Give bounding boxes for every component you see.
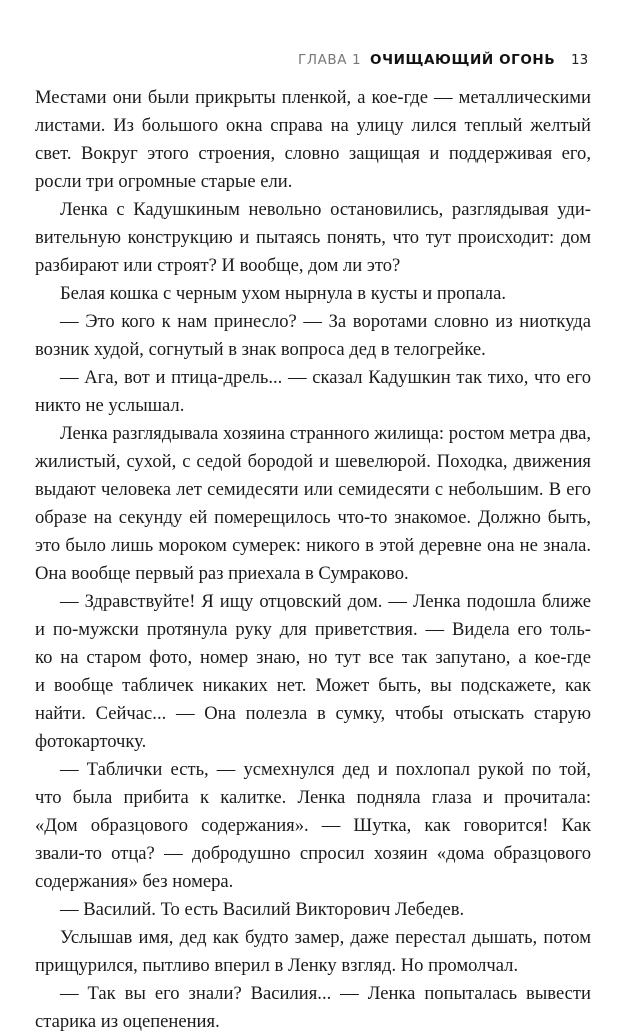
text-line: и по-мужски протянула руку для приветствия. — Видела его толь-: [35, 619, 591, 640]
text-line: возник худой, согнутый в знак вопроса дед в телогрейке.: [35, 339, 486, 360]
text-line: — Василий. То есть Василий Викторович Лебедев.: [60, 899, 465, 920]
text-line: — Это кого к нам принесло? — За воротами словно из ниоткуда: [60, 311, 591, 332]
text-line: что была прибита к калитке. Ленка подняла глаза и прочитала:: [35, 787, 591, 808]
text-line: жилистый, сухой, с седой бородой и шевелюрой. Походка, движения: [35, 451, 591, 472]
text-line: образе на секунду ей померещилось что-то знакомое. Должно быть,: [35, 507, 591, 528]
text-line: — Так вы его знали? Василия... — Ленка попыталась вывести: [60, 983, 591, 1004]
text-line: ко на старом фото, номер знаю, но тут все так запутано, а кое-где: [35, 647, 591, 668]
text-line: фотокарточку.: [35, 731, 147, 752]
text-line: и вообще табличек никаких нет. Может быть, вы подскажете, как: [35, 675, 591, 696]
text-line: звали-то отца? — добродушно спросил хозяин «дома образцового: [35, 843, 591, 864]
text-line: листами. Из большого окна справа на улицу лился теплый желтый: [35, 115, 591, 136]
chapter-label: ГЛАВА 1: [298, 52, 362, 68]
text-line: Услышав имя, дед как будто замер, даже перестал дышать, потом: [60, 927, 591, 948]
running-head: [0, 50, 626, 72]
text-line: вительную конструкцию и пытаясь понять, что тут происходит: дом: [35, 227, 591, 248]
text-line: содержания» без номера.: [35, 871, 234, 892]
text-line: Белая кошка с черным ухом нырнула в кусты и пропала.: [60, 283, 506, 304]
text-line: прищурился, пытливо вперил в Ленку взгляд. Но промолчал.: [35, 955, 519, 976]
text-line: — Ага, вот и птица-дрель... — сказал Кадушкин так тихо, что его: [60, 367, 591, 388]
page-number: 13: [571, 52, 589, 68]
text-line: Местами они были прикрыты пленкой, а кое-где — металлическими: [35, 87, 591, 108]
text-line: Ленка разглядывала хозяина странного жилища: ростом метра два,: [60, 423, 591, 444]
text-line: — Здравствуйте! Я ищу отцовский дом. — Ленка подошла ближе: [60, 591, 591, 612]
text-line: старика из оцепенения.: [35, 1011, 220, 1032]
text-line: Ленка с Кадушкиным невольно остановились, разглядывая уди-: [60, 199, 591, 220]
text-line: выдают человека лет семидесяти или семидесяти с небольшим. В его: [35, 479, 591, 500]
text-line: найти. Сейчас... — Она полезла в сумку, чтобы отыскать старую: [35, 703, 591, 724]
text-line: «Дом образцового содержания». — Шутка, как говорится! Как: [35, 815, 591, 836]
text-line: росли три огромные старые ели.: [35, 171, 293, 192]
text-line: разбирают или строят? И вообще, дом ли это?: [35, 255, 401, 276]
chapter-title: ОЧИЩАЮЩИЙ ОГОНЬ: [370, 52, 556, 68]
text-line: Она вообще первый раз приехала в Сумраково.: [35, 563, 409, 584]
body-text: [35, 84, 591, 1036]
text-line: это было лишь мороком сумерек: никого в этой деревне она не знала.: [35, 535, 591, 556]
text-line: — Таблички есть, — усмехнулся дед и похлопал рукой по той,: [60, 759, 591, 780]
text-line: свет. Вокруг этого строения, словно защищая и поддерживая его,: [35, 143, 591, 164]
text-line: никто не услышал.: [35, 395, 185, 416]
